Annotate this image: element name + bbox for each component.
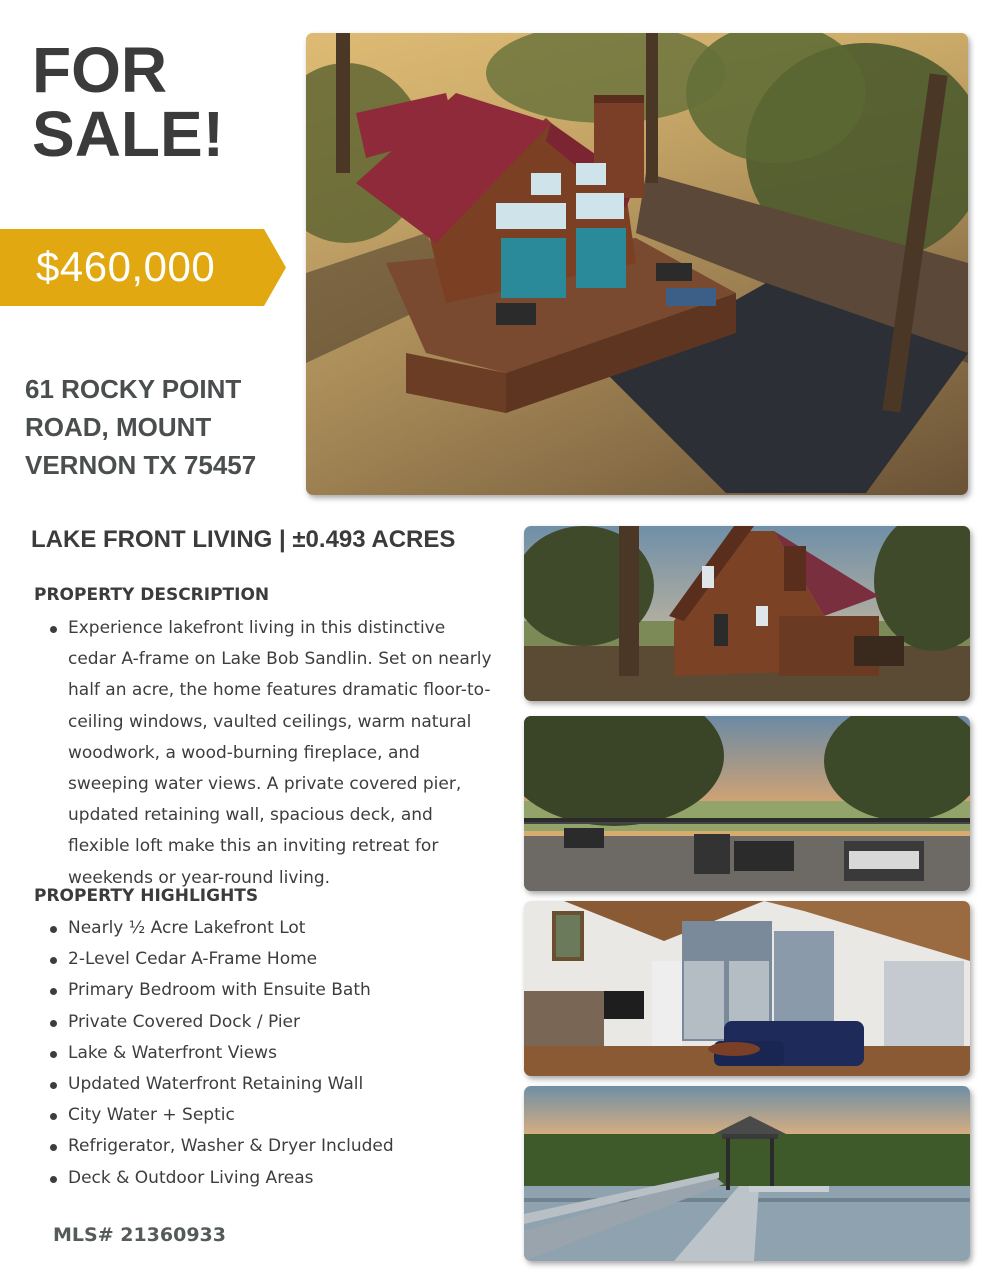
- bullet-icon: [50, 1144, 57, 1151]
- headline-line-1: FOR: [32, 34, 168, 106]
- highlight-text: Refrigerator, Washer & Dryer Included: [68, 1136, 394, 1157]
- highlight-text: 2-Level Cedar A-Frame Home: [68, 949, 318, 970]
- for-sale-headline: [32, 34, 224, 170]
- bullet-icon: [50, 1176, 57, 1183]
- photo-living-room: [524, 901, 970, 1076]
- price-value: $460,000: [36, 243, 216, 290]
- hero-photo-aerial-cabin: [306, 33, 968, 495]
- photo-cabin-exterior: [524, 526, 970, 701]
- list-item: [48, 975, 488, 1006]
- property-highlights-list: [48, 913, 488, 1194]
- section-title: LAKE FRONT LIVING | ±0.493 ACRES: [31, 526, 456, 553]
- bullet-icon: [50, 1020, 57, 1027]
- bullet-icon: [50, 988, 57, 995]
- mls-number: MLS# 21360933: [53, 1224, 226, 1246]
- bullet-icon: [50, 926, 57, 933]
- bullet-icon: [50, 1051, 57, 1058]
- property-description-heading: PROPERTY DESCRIPTION: [34, 585, 270, 605]
- highlight-text: City Water + Septic: [68, 1105, 235, 1126]
- bullet-icon: [50, 957, 57, 964]
- list-item: [48, 1038, 488, 1069]
- highlight-text: Updated Waterfront Retaining Wall: [68, 1074, 364, 1095]
- bullet-icon: [50, 1113, 57, 1120]
- highlight-text: Lake & Waterfront Views: [68, 1042, 277, 1063]
- list-item: [48, 944, 488, 975]
- address-line-3: VERNON TX 75457: [25, 450, 257, 480]
- list-item: [48, 1007, 488, 1038]
- property-highlights-heading: PROPERTY HIGHLIGHTS: [34, 886, 259, 906]
- address-line-1: 61 ROCKY POINT: [25, 374, 242, 404]
- price-banner: [0, 229, 286, 306]
- list-item: [48, 1131, 488, 1162]
- property-description-text: Experience lakefront living in this distinctive cedar A-frame on Lake Bob Sandlin. Set on nearly half an acre, the home features dramatic floor-to-ceiling windows, vaulted ceilings, warm natural woodwork, a wood-burning fireplace, and sweeping water views. A private covered pier, updated retaining wall, spacious deck, and flexible loft make this an inviting retreat for weekends or year-round living.: [68, 618, 492, 888]
- highlight-text: Deck & Outdoor Living Areas: [68, 1167, 314, 1188]
- bullet-icon: [50, 626, 57, 633]
- list-item: [48, 1163, 488, 1194]
- property-description-list: [48, 613, 494, 894]
- photo-deck-view: [524, 716, 970, 891]
- list-item: [48, 1100, 488, 1131]
- list-item: [48, 613, 494, 894]
- list-item: [48, 913, 488, 944]
- list-item: [48, 1069, 488, 1100]
- address-line-2: ROAD, MOUNT: [25, 412, 212, 442]
- highlight-text: Nearly ½ Acre Lakefront Lot: [68, 918, 306, 938]
- bullet-icon: [50, 1082, 57, 1089]
- property-address: [25, 370, 295, 484]
- photo-covered-pier: [524, 1086, 970, 1261]
- headline-line-2: SALE!: [32, 98, 224, 170]
- highlight-text: Private Covered Dock / Pier: [68, 1011, 300, 1032]
- highlight-text: Primary Bedroom with Ensuite Bath: [68, 980, 371, 1001]
